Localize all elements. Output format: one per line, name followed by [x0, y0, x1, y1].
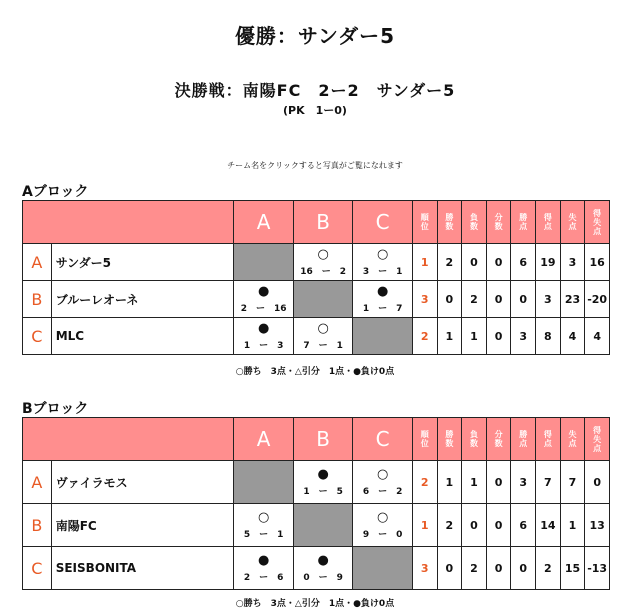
team-row [23, 547, 610, 590]
column-header-b: B [293, 418, 353, 461]
stat-value: 0 [511, 281, 536, 318]
stat-value: 4 [585, 318, 610, 355]
match-result-cell [353, 281, 413, 318]
match-result-cell [293, 244, 353, 281]
stat-value: 16 [585, 244, 610, 281]
stat-header-label: 失 点 [568, 213, 577, 231]
match-result-cell [353, 244, 413, 281]
stat-header-label: 得 点 [543, 430, 552, 448]
stat-value: 1 [560, 504, 585, 547]
stat-value: 19 [536, 244, 561, 281]
stat-value: 0 [486, 318, 511, 355]
stat-header [560, 418, 585, 461]
self-match-cell [293, 281, 353, 318]
stat-header-label: 勝 数 [445, 213, 454, 231]
stat-value: 3 [511, 318, 536, 355]
self-match-cell [234, 244, 294, 281]
stat-value: 8 [536, 318, 561, 355]
stat-header [536, 418, 561, 461]
team-name-link[interactable]: ヴァイラモス [51, 461, 234, 504]
stat-header [536, 201, 561, 244]
match-result-cell [293, 318, 353, 355]
stat-header [462, 201, 487, 244]
column-header-a: A [234, 418, 294, 461]
stat-header-label: 負 数 [469, 430, 478, 448]
win-icon: ○ [317, 320, 329, 336]
team-row [23, 461, 610, 504]
header-row [23, 418, 610, 461]
standings-table [22, 200, 610, 355]
stat-value: 6 [511, 504, 536, 547]
pk-result: (PK 1ー0) [283, 104, 347, 117]
rank-value: 2 [412, 318, 437, 355]
stat-value: 0 [511, 547, 536, 590]
self-match-cell [353, 318, 413, 355]
stat-header [486, 201, 511, 244]
win-icon: ○ [376, 509, 389, 525]
stat-value: 7 [560, 461, 585, 504]
stat-header [412, 418, 437, 461]
stat-value: 14 [536, 504, 561, 547]
self-match-cell [234, 461, 294, 504]
win-icon: ○ [376, 466, 389, 482]
points-legend: ○勝ち 3点・△引分 1点・●負け0点 [235, 367, 395, 377]
column-header-c: C [353, 418, 413, 461]
match-result-cell [293, 547, 353, 590]
stat-value: 13 [585, 504, 610, 547]
self-match-cell [293, 504, 353, 547]
rank-value: 2 [412, 461, 437, 504]
match-score: 1 ー 5 [303, 486, 343, 497]
loss-icon: ● [376, 283, 389, 299]
match-score: 6 ー 2 [362, 486, 403, 497]
team-row [23, 318, 610, 355]
stat-value: -20 [585, 281, 610, 318]
stat-value: 0 [486, 281, 511, 318]
row-label: A [23, 461, 52, 504]
stat-value: 3 [536, 281, 561, 318]
loss-icon: ● [257, 283, 270, 299]
rank-value: 1 [412, 504, 437, 547]
stat-header-label: 勝 点 [519, 430, 528, 448]
stat-header [585, 418, 610, 461]
stat-value: 0 [486, 504, 511, 547]
match-result-cell [234, 504, 294, 547]
standings-table [22, 417, 610, 590]
match-score: 1 ー 3 [243, 340, 284, 351]
stat-value: 2 [462, 547, 487, 590]
stat-value: 23 [560, 281, 585, 318]
row-label: C [23, 318, 52, 355]
rank-value: 3 [412, 281, 437, 318]
win-icon: ○ [257, 509, 270, 525]
stat-header [437, 418, 462, 461]
match-result-cell [353, 461, 413, 504]
stat-header [486, 418, 511, 461]
team-row [23, 281, 610, 318]
loss-icon: ● [257, 552, 270, 568]
column-header-b: B [293, 201, 353, 244]
team-name-link[interactable]: サンダー5 [51, 244, 234, 281]
stat-value: 7 [536, 461, 561, 504]
stat-header-label: 得 点 [543, 213, 552, 231]
team-name-link[interactable]: MLC [51, 318, 234, 355]
rank-value: 3 [412, 547, 437, 590]
stat-value: 3 [560, 244, 585, 281]
block-title: Bブロック [22, 401, 89, 417]
stat-header [585, 201, 610, 244]
row-label: B [23, 281, 52, 318]
stat-header-label: 勝 点 [519, 213, 528, 231]
column-header-c: C [353, 201, 413, 244]
loss-icon: ● [317, 466, 329, 482]
stat-header-label: 順 位 [420, 430, 429, 448]
stat-value: 1 [462, 318, 487, 355]
team-name-link[interactable]: ブルーレオーネ [51, 281, 234, 318]
points-legend: ○勝ち 3点・△引分 1点・●負け0点 [235, 599, 395, 609]
stat-value: 0 [585, 461, 610, 504]
win-icon: ○ [317, 246, 329, 262]
stat-header [412, 201, 437, 244]
match-result-cell [353, 504, 413, 547]
stat-value: 3 [511, 461, 536, 504]
stat-value: 0 [462, 244, 487, 281]
stat-header [560, 201, 585, 244]
click-hint: チーム名をクリックすると写真がご覧になれます [227, 161, 403, 170]
stat-header-label: 分 数 [494, 430, 503, 448]
stat-header-label: 得 失 点 [593, 425, 602, 453]
stat-header [462, 418, 487, 461]
stat-value: 0 [486, 461, 511, 504]
match-score: 0 ー 9 [303, 572, 343, 583]
team-row [23, 244, 610, 281]
stat-header [437, 201, 462, 244]
stat-value: 2 [536, 547, 561, 590]
match-score: 1 ー 7 [362, 303, 403, 314]
stat-value: 1 [437, 318, 462, 355]
stat-header-label: 分 数 [494, 213, 503, 231]
match-result-cell [234, 281, 294, 318]
stat-value: 2 [437, 504, 462, 547]
stat-header-label: 得 失 点 [593, 208, 602, 236]
match-result-cell [293, 461, 353, 504]
header-corner [23, 201, 234, 244]
match-score: 9 ー 0 [362, 529, 403, 540]
champion-heading: 優勝：サンダー5 [234, 24, 396, 48]
stat-value: 2 [437, 244, 462, 281]
win-icon: ○ [376, 246, 389, 262]
row-label: B [23, 504, 52, 547]
match-result-cell [234, 547, 294, 590]
stat-value: 0 [486, 547, 511, 590]
stat-value: 0 [486, 244, 511, 281]
rank-value: 1 [412, 244, 437, 281]
match-score: 5 ー 1 [243, 529, 284, 540]
stat-value: 2 [462, 281, 487, 318]
stat-value: 4 [560, 318, 585, 355]
loss-icon: ● [317, 552, 329, 568]
stat-header [511, 418, 536, 461]
block-title: Aブロック [22, 184, 89, 200]
match-result-cell [234, 318, 294, 355]
loss-icon: ● [257, 320, 270, 336]
stat-value: 6 [511, 244, 536, 281]
final-match-result: 決勝戦：南陽FC 2ー2 サンダー5 [174, 81, 456, 100]
stat-value: 0 [462, 504, 487, 547]
column-header-a: A [234, 201, 294, 244]
match-score: 2 ー 6 [243, 572, 284, 583]
header-corner [23, 418, 234, 461]
row-label: C [23, 547, 52, 590]
team-row [23, 504, 610, 547]
match-score: 16 ー 2 [300, 266, 347, 277]
stat-value: -13 [585, 547, 610, 590]
stat-header [511, 201, 536, 244]
team-name-link[interactable]: 南陽FC [51, 504, 234, 547]
team-name-link[interactable]: SEISBONITA [51, 547, 234, 590]
stat-value: 0 [437, 547, 462, 590]
stat-header-label: 順 位 [420, 213, 429, 231]
match-score: 7 ー 1 [303, 340, 343, 351]
row-label: A [23, 244, 52, 281]
stat-value: 1 [437, 461, 462, 504]
match-score: 3 ー 1 [362, 266, 403, 277]
self-match-cell [353, 547, 413, 590]
stat-value: 15 [560, 547, 585, 590]
stat-header-label: 勝 数 [445, 430, 454, 448]
stat-value: 0 [437, 281, 462, 318]
stat-value: 1 [462, 461, 487, 504]
match-score: 2 ー 16 [240, 303, 287, 314]
header-row [23, 201, 610, 244]
stat-header-label: 負 数 [469, 213, 478, 231]
stat-header-label: 失 点 [568, 430, 577, 448]
